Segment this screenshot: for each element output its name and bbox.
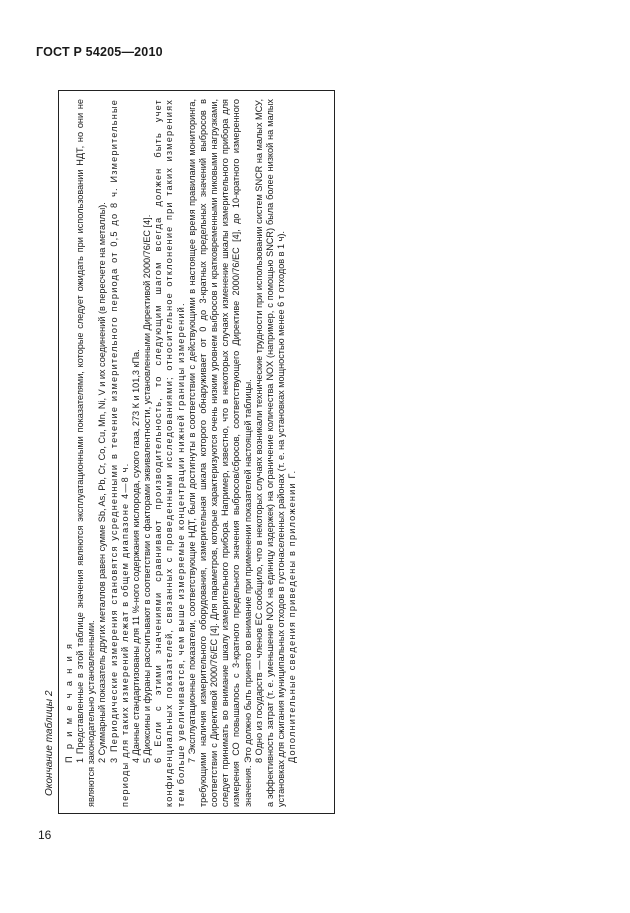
note-item-3: 3 Периодические измерения становятся усредненными в течение измерительного периода от 0,5 до 8 ч. Измерительные периоды для таких измерений лежат в общем диапазоне 4—8 ч.	[108, 99, 130, 807]
note-item-1: 1 Представленные в этой таблице значения являются эксплуатационными показателями, которые следует ожидать при использовании НДТ, но они не являются законодательно установленными.	[75, 99, 97, 807]
page-number: 16	[38, 828, 52, 842]
table-caption: Окончание таблицы 2	[44, 690, 55, 796]
note-item-6: 6 Если с этими значениями сравнивают производительность, то следующим шагом всегда должен быть учет конфиденциальных показателей, связанных с проведенными исследованиями; относительное отклонение при таких измерениях тем больше увеличивается, чем выше измеряемые концентрации нижней границы измерений.	[153, 99, 186, 807]
note-item-7: 7 Эксплуатационные показатели, соответствующие НДТ, были достигнуты в соответствии с действующими в настоящее время правилами мониторинга, требующими наличия измерительного оборудования, измерительная шкала которого обнаруживает от 0 до 3-кратных предельных значений выбросов в соответствии с Директивой 2000/76/ЕС [4]. Для параметров, которые характеризуются очень низким уровнем выбросов и кратковременными пиковыми нагрузками, следует принимать во внимание шкалу измерительного прибора. Например, известно, что в некоторых случаях изменение шкалы измерительного прибора для измерения СО повышалось с 3-кратного предельного значения выбросов/сбросов, соответствующего Директиве 2000/76/ЕС [4], до 10-кратного измеренного значения. Это должно быть принято во внимание при применении показателей настоящей таблицы.	[186, 99, 253, 807]
notes-rotated-block	[64, 99, 326, 807]
document-header: ГОСТ Р 54205—2010	[36, 45, 163, 59]
note-item-8: 8 Одно из государств — членов ЕС сообщило, что в некоторых случаях возникали технические трудности при использовании систем SNCR на малых МСУ, а эффективность затрат (т. е. уменьшение NOX на единицу издержек) на ограничение количества NOX (например, с помощью SNCR) была более низкой на малых установках для сжигания муниципальных отходов в густонаселенных районах (т. е. на установках мощностью менее 6 т отходов в 1 ч).	[253, 99, 286, 807]
note-item-5: 5 Диоксины и фураны рассчитывают в соответствии с факторами эквивалентности, установленными Директивой 2000/76/ЕС [4].	[142, 214, 153, 763]
notes-frame	[58, 90, 335, 814]
note-item-2: 2 Суммарный показатель других металлов равен сумме Sb, As, Pb, Cr, Co, Cu, Mn, Ni, V и их соединений (в пересчете на металлы).	[97, 202, 108, 763]
note-item-9: Дополнительные сведения приведены в приложении Г.	[287, 469, 298, 763]
notes-heading: П р и м е ч а н и я	[64, 641, 74, 763]
note-item-4: 4 Данные стандартизованы для 11 %-ного содержания кислорода, сухого газа, 273 К и 101,3 кПа.	[130, 349, 141, 763]
